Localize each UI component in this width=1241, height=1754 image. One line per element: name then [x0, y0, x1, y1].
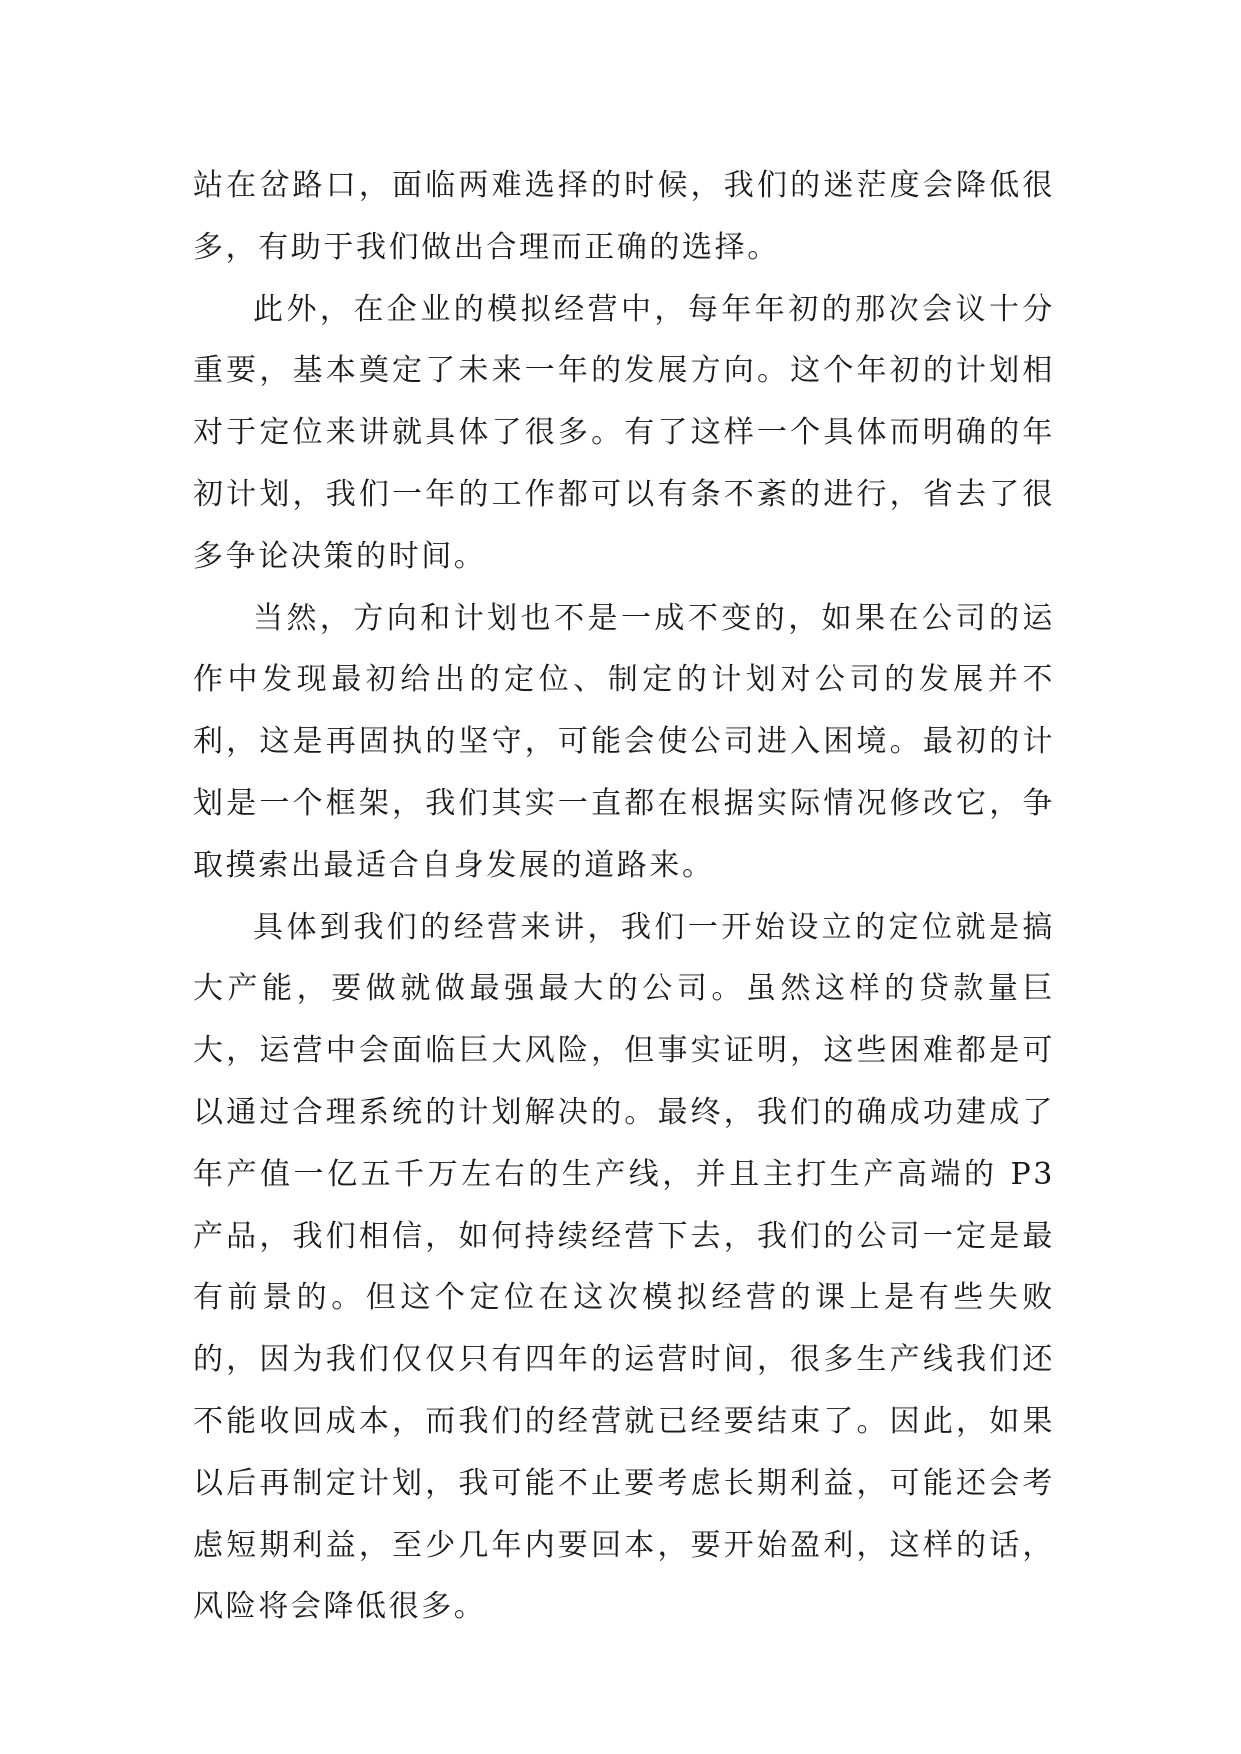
paragraph-3: 当然，方向和计划也不是一成不变的，如果在公司的运作中发现最初给出的定位、制定的计划对公司的发展并不利，这是再固执的坚守，可能会使公司进入困境。最初的计划是一个框架，我们其实一直都在根据实际情况修改它，争取摸索出最适合自身发展的道路来。	[193, 600, 1055, 883]
paragraph-1: 站在岔路口，面临两难选择的时候，我们的迷茫度会降低很多，有助于我们做出合理而正确的选择。	[193, 168, 1055, 265]
paragraph-4: 具体到我们的经营来讲，我们一开始设立的定位就是搞大产能，要做就做最强最大的公司。虽然这样的贷款量巨大，运营中会面临巨大风险，但事实证明，这些困难都是可以通过合理系统的计划解决的。最终，我们的确成功建成了年产值一亿五千万左右的生产线，并且主打生产高端的 P3 产品，我们相信，如何持续经营下去，我们的公司一定是最有前景的。但这个定位在这次模拟经营的课上是有些失败的，因为我们仅仅只有四年的运营时间，很多生产线我们还不能收回成本，而我们的经营就已经要结束了。因此，如果以后再制定计划，我可能不止要考虑长期利益，可能还会考虑短期利益，至少几年内要回本，要开始盈利，这样的话，风险将会降低很多。	[193, 909, 1055, 1625]
document-body	[193, 155, 1055, 1638]
paragraph-2: 此外，在企业的模拟经营中，每年年初的那次会议十分重要，基本奠定了未来一年的发展方向。这个年初的计划相对于定位来讲就具体了很多。有了这样一个具体而明确的年初计划，我们一年的工作都可以有条不紊的进行，省去了很多争论决策的时间。	[193, 291, 1055, 574]
